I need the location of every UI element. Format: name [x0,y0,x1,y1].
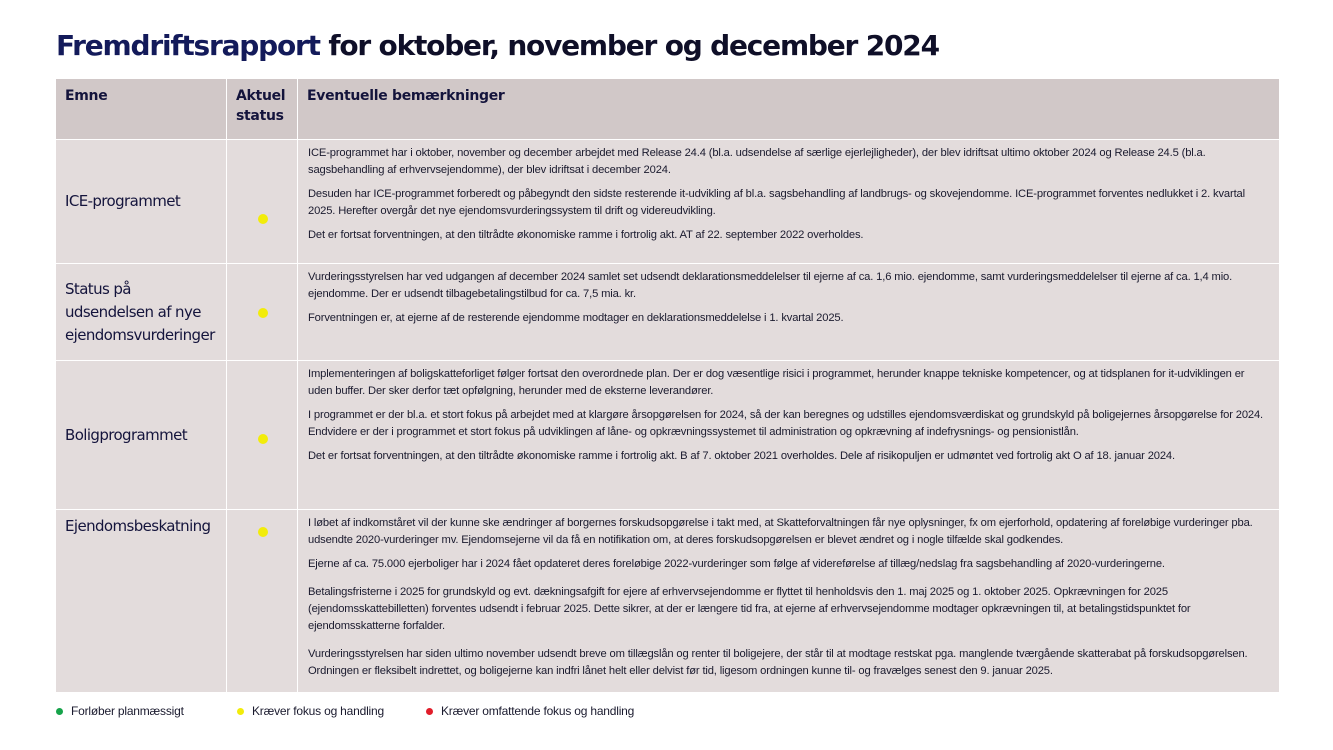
remark-paragraph: Ejerne af ca. 75.000 ejerboliger har i 2024 fået opdateret deres foreløbige 2022-vurderinger som følge af videreførelse af tillæg/nedslag fra sagsbehandling af 2020-vurderingerne. [308,558,1165,570]
header-topic: Emne [56,79,227,140]
row-status [227,264,298,361]
legend-item-needs-focus [237,704,426,718]
table-row [56,140,1280,264]
title-rest: for oktober, november og december 2024 [319,29,939,62]
row-remarks [298,361,1280,510]
legend-label: Kræver omfattende fokus og handling [441,704,635,718]
table-header-row [56,79,1280,140]
status-dot-icon [258,308,268,318]
status-legend [56,704,634,718]
header-remarks: Eventuelle bemærkninger [298,79,1280,140]
row-topic: Status på udsendelsen af nye ejendomsvurderinger [56,264,227,361]
row-remarks [298,140,1280,264]
progress-table [55,78,1280,693]
table-row [56,510,1280,693]
legend-item-needs-extensive-focus [426,704,634,718]
table-row [56,264,1280,361]
row-topic: Boligprogrammet [56,361,227,510]
status-dot-icon [258,214,268,224]
remark-paragraph: Desuden har ICE-programmet forberedt og påbegyndt den sidste resterende it-udvikling af bl.a. sagsbehandling af landbrugs- og skovejendomme. ICE-programmet forventes nedlukket i 2. kvartal 2025. Herefter overgår det nye ejendomsvurderingssystem til drift og videreudvikling. [308,188,1245,217]
status-dot-icon [258,434,268,444]
remark-paragraph: Det er fortsat forventningen, at den tiltrådte økonomiske ramme i fortrolig akt. AT af 22. september 2022 overholdes. [308,229,864,241]
row-remarks [298,264,1280,361]
title-highlight: Fremdriftsrapport [56,29,320,62]
remark-paragraph: Forventningen er, at ejerne af de resterende ejendomme modtager en deklarationsmeddelelse i 1. kvartal 2025. [308,312,844,324]
legend-label: Forløber planmæssigt [71,704,184,718]
remark-paragraph: ICE-programmet har i oktober, november og december arbejdet med Release 24.4 (bl.a. udsendelse af særlige ejerlejligheder), der blev idriftsat ultimo oktober 2024 og Release 24.5 (bl.a. sagsbehandling af erhvervsejendomme), der blev idriftsat i december 2024. [308,147,1206,176]
row-remarks [298,510,1280,693]
remark-paragraph: Det er fortsat forventningen, at den tiltrådte økonomiske ramme i fortrolig akt. B af 7. oktober 2021 overholdes. Dele af risikopuljen er udmøntet ved fortrolig akt O af 18. januar 2024. [308,450,1175,462]
page-title [56,26,939,66]
legend-item-on-track [56,704,237,718]
row-status [227,140,298,264]
row-topic: ICE-programmet [56,140,227,264]
remark-paragraph: Vurderingsstyrelsen har ved udgangen af december 2024 samlet set udsendt deklarationsmeddelelser til ejerne af ca. 1,6 mio. ejendomme, samt vurderingsmeddelelser til ejerne af ca. 1,4 mio. ejendomme. Der er udsendt tilbagebetalingstilbud for ca. 7,5 mia. kr. [308,271,1233,300]
remark-paragraph: Vurderingsstyrelsen har siden ultimo november udsendt breve om tillægslån og renter til boligejere, der står til at modtage restskat pga. manglende tværgående skatterabat på forskudsopgørelsen. Ordningen er fleksibelt indrettet, og boligejerne kan indfri lånet helt eller delvist før tid, ligesom ordningen kunne til- og fravælges senest den 9. januar 2025. [308,648,1248,677]
red-dot-icon [426,708,433,715]
green-dot-icon [56,708,63,715]
yellow-dot-icon [237,708,244,715]
remark-paragraph: I løbet af indkomståret vil der kunne ske ændringer af borgernes forskudsopgørelse i takt med, at Skatteforvaltningen får nye oplysninger, fx om ejerforhold, opdatering af foreløbige vurderinger pba. udsendte 2020-vurderinger mv. Ejendomsejerne vil da få en notifikation om, at deres forskudsopgørelsen er blevet ændret og i nogle tilfælde skal godkendes. [308,517,1253,546]
legend-label: Kræver fokus og handling [252,704,384,718]
row-status [227,510,298,693]
row-topic: Ejendomsbeskatning [56,510,227,693]
remark-paragraph: Betalingsfristerne i 2025 for grundskyld og evt. dækningsafgift for ejere af erhvervsejendomme er flyttet til henholdsvis den 1. maj 2025 og 1. oktober 2025. Opkrævningen for 2025 (ejendomsskattebilletten) forventes udsendt i februar 2025. Dette sikrer, at der er længere tid fra, at ejerne af erhvervsejendomme modtager opkrævningen til, at betalingstidspunktet for ejendomsskatterne forfalder. [308,586,1191,632]
row-status [227,361,298,510]
table-row [56,361,1280,510]
remark-paragraph: I programmet er der bl.a. et stort fokus på arbejdet med at klargøre årsopgørelsen for 2024, så der kan beregnes og udstilles ejendomsværdiskat og grundskyld på boligejernes årsopgørelse for 2024. Endvidere er der i programmet et stort fokus på udviklingen af låne- og opkrævningssystemet til administration og opkrævning af indefrysnings- og pensionistlån. [308,409,1264,438]
remark-paragraph: Implementeringen af boligskatteforliget følger fortsat den overordnede plan. Der er dog væsentlige risici i programmet, herunder knappe tekniske kompetencer, og at tidsplanen for it-udviklingen er uden buffer. Der sker derfor tæt opfølgning, herunder med de eksterne leverandører. [308,368,1245,397]
status-dot-icon [258,527,268,537]
header-status: Aktuel status [227,79,298,140]
